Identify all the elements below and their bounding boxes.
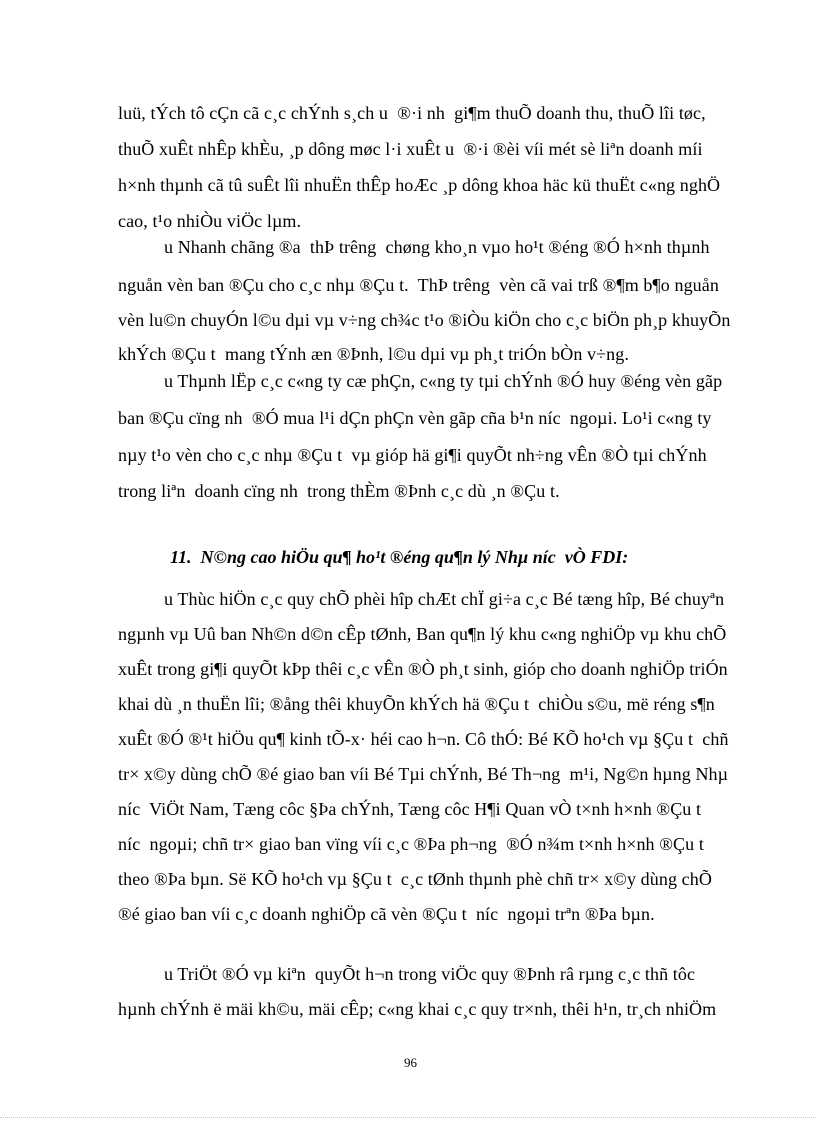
text-line: xuÊt ®Ó ®¹t hiÖu qu¶ kinh tÕ-x· héi cao h¬n. Cô thÓ: Bé KÕ ho¹ch vµ §Çu t chñ — [118, 729, 729, 749]
text-line: khÝch ®Çu t mang tÝnh æn ®Þnh, l©u dµi vµ ph¸t triÓn bÒn v÷ng. — [118, 344, 629, 364]
text-line: nµy t¹o vèn cho c¸c nhµ ®Çu t vµ gióp hä gi¶i quyÕt nh÷ng vÊn ®Ò tµi chÝnh — [118, 445, 707, 465]
text-line: u Nhanh chãng ®a thÞ trêng chøng kho¸n vµo ho¹t ®éng ®Ó h×nh thµnh — [164, 237, 710, 257]
text-line: u Thµnh lËp c¸c c«ng ty cæ phÇn, c«ng ty tµi chÝnh ®Ó huy ®éng vèn gãp — [164, 371, 723, 391]
text-line: trong liªn doanh cïng nh trong thÈm ®Þnh c¸c dù ¸n ®Çu t. — [118, 481, 560, 501]
text-line: nguån vèn ban ®Çu cho c¸c nhµ ®Çu t. ThÞ trêng vèn cã vai trß ®¶m b¶o nguån — [118, 275, 719, 295]
text-line: ngµnh vµ Uû ban Nh©n d©n cÊp tØnh, Ban qu¶n lý khu c«ng nghiÖp vµ khu chÕ — [118, 624, 727, 644]
text-line: ®é giao ban víi c¸c doanh nghiÖp cã vèn ®Çu t níc ngoµi trªn ®Þa bµn. — [118, 904, 655, 924]
section-heading: 11. N©ng cao hiÖu qu¶ ho¹t ®éng qu¶n lý Nhµ níc vÒ FDI: — [170, 547, 629, 567]
text-line: ban ®Çu cïng nh ®Ó mua l¹i dÇn phÇn vèn gãp cña b¹n níc ngoµi. Lo¹i c«ng ty — [118, 408, 712, 428]
text-line: níc ngoµi; chñ tr× giao ban vïng víi c¸c ®Þa ph¬ng ®Ó n¾m t×nh h×nh ®Çu t — [118, 834, 704, 854]
text-line: khai dù ¸n thuËn lîi; ®ång thêi khuyÕn khÝch hä ®Çu t chiÒu s©u, më réng s¶n — [118, 694, 715, 714]
text-line: theo ®Þa bµn. Së KÕ ho¹ch vµ §Çu t c¸c tØnh thµnh phè chñ tr× x©y dùng chÕ — [118, 869, 712, 889]
text-line: tr× x©y dùng chÕ ®é giao ban víi Bé Tµi chÝnh, Bé Th¬ng m¹i, Ng©n hµng Nhµ — [118, 764, 729, 784]
page-number: 96 — [404, 1055, 417, 1070]
text-line: u TriÖt ®Ó vµ kiªn quyÕt h¬n trong viÖc quy ®Þnh râ rµng c¸c thñ tôc — [164, 964, 696, 984]
footer-divider — [0, 1117, 816, 1118]
text-line: luü, tÝch tô cÇn cã c¸c chÝnh s¸ch u ®·i nh gi¶m thuÕ doanh thu, thuÕ lîi tøc, — [118, 103, 706, 123]
text-line: xuÊt trong gi¶i quyÕt kÞp thêi c¸c vÊn ®Ò ph¸t sinh, gióp cho doanh nghiÖp triÓn — [118, 659, 728, 679]
text-line: h×nh thµnh cã tû suÊt lîi nhuËn thÊp hoÆc ¸p dông khoa häc kü thuËt c«ng nghÖ — [118, 175, 721, 195]
text-line: thuÕ xuÊt nhÊp khÈu, ¸p dông møc l·i xuÊt u ®·i ®èi víi mét sè liªn doanh míi — [118, 139, 703, 159]
text-line: cao, t¹o nhiÒu viÖc lµm. — [118, 211, 302, 231]
text-line: u Thùc hiÖn c¸c quy chÕ phèi hîp chÆt chÏ gi÷a c¸c Bé tæng hîp, Bé chuyªn — [164, 589, 725, 609]
text-line: vèn lu©n chuyÓn l©u dµi vµ v÷ng ch¾c t¹o ®iÒu kiÖn cho c¸c biÖn ph¸p khuyÕn — [118, 310, 731, 330]
text-line: níc ViÖt Nam, Tæng côc §Þa chÝnh, Tæng côc H¶i Quan vÒ t×nh h×nh ®Çu t — [118, 799, 702, 819]
text-line: hµnh chÝnh ë mäi kh©u, mäi cÊp; c«ng khai c¸c quy tr×nh, thêi h¹n, tr¸ch nhiÖm — [118, 999, 717, 1019]
